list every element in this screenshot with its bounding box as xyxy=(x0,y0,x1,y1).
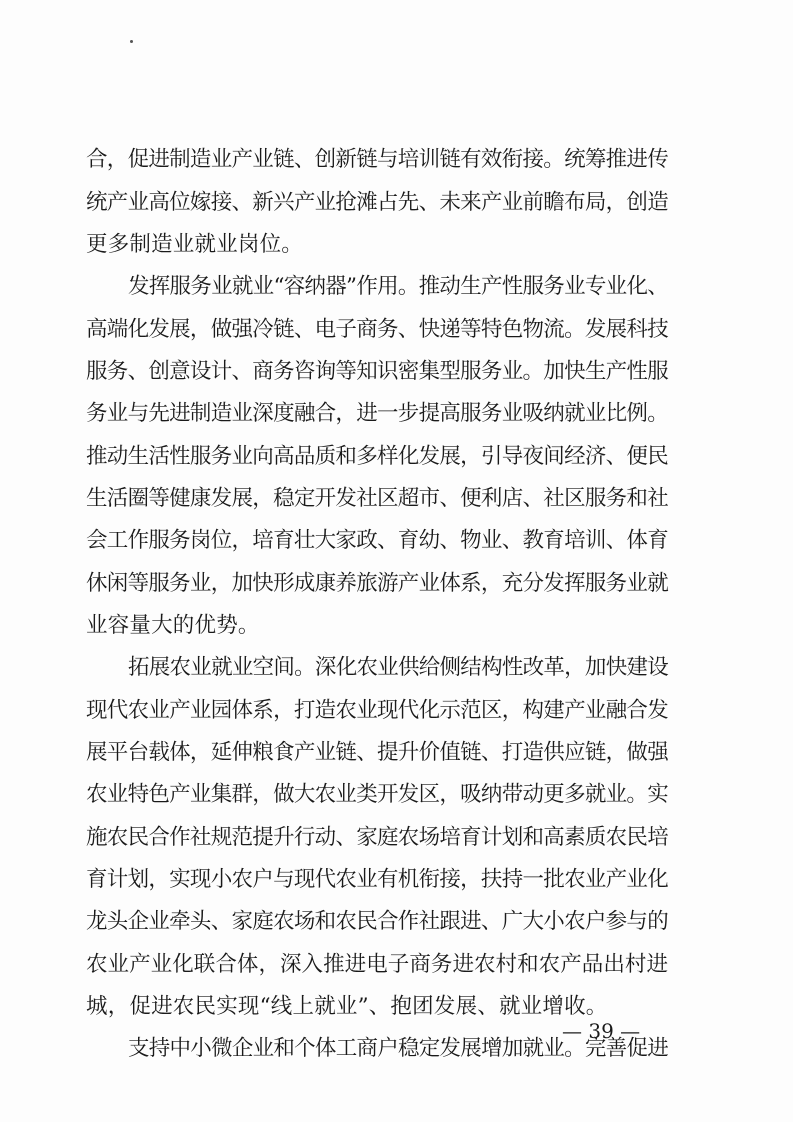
text-line: 会工作服务岗位，培育壮大家政、育幼、物业、教育培训、体育 xyxy=(86,528,668,553)
text-line: 支持中小微企业和个体工商户稳定发展增加就业。完善促进 xyxy=(128,1036,668,1061)
text-line: 更多制造业就业岗位。 xyxy=(86,232,304,257)
text-line: 拓展农业就业空间。深化农业供给侧结构性改革，加快建设 xyxy=(128,655,668,680)
text-line: 展平台载体，延伸粮食产业链、提升价值链、打造供应链，做强 xyxy=(86,740,668,765)
text-line: 龙头企业牵头、家庭农场和农民合作社跟进、广大小农户参与的 xyxy=(86,909,668,934)
text-line: 务业与先进制造业深度融合，进一步提高服务业吸纳就业比例。 xyxy=(86,401,668,426)
text-line: 现代农业产业园体系，打造农业现代化示范区，构建产业融合发 xyxy=(86,698,668,723)
page-number: — 39 — xyxy=(562,1019,641,1043)
text-line: 统产业高位嫁接、新兴产业抢滩占先、未来产业前瞻布局，创造 xyxy=(86,190,668,215)
text-line: 生活圈等健康发展，稳定开发社区超市、便利店、社区服务和社 xyxy=(86,486,668,511)
text-line: 合，促进制造业产业链、创新链与培训链有效衔接。统筹推进传 xyxy=(86,147,668,172)
text-line: 服务、创意设计、商务咨询等知识密集型服务业。加快生产性服 xyxy=(86,359,668,384)
text-line: 发挥服务业就业“容纳器”作用。推动生产性服务业专业化、 xyxy=(128,274,668,299)
text-line: 城，促进农民实现“线上就业”、抱团发展、就业增收。 xyxy=(86,994,608,1019)
text-line: 农业产业化联合体，深入推进电子商务进农村和农产品出村进 xyxy=(86,952,668,977)
text-line: 施农民合作社规范提升行动、家庭农场培育计划和高素质农民培 xyxy=(86,825,668,850)
text-line: 农业特色产业集群，做大农业类开发区，吸纳带动更多就业。实 xyxy=(86,782,668,807)
text-line: 休闲等服务业，加快形成康养旅游产业体系，充分发挥服务业就 xyxy=(86,571,668,596)
text-line: 育计划，实现小农户与现代农业有机衔接，扶持一批农业产业化 xyxy=(86,867,668,892)
scan-speck xyxy=(130,40,133,43)
text-line: 高端化发展，做强冷链、电子商务、快递等特色物流。发展科技 xyxy=(86,317,668,342)
text-line: 业容量大的优势。 xyxy=(86,613,260,638)
text-line: 推动生活性服务业向高品质和多样化发展，引导夜间经济、便民 xyxy=(86,444,668,469)
